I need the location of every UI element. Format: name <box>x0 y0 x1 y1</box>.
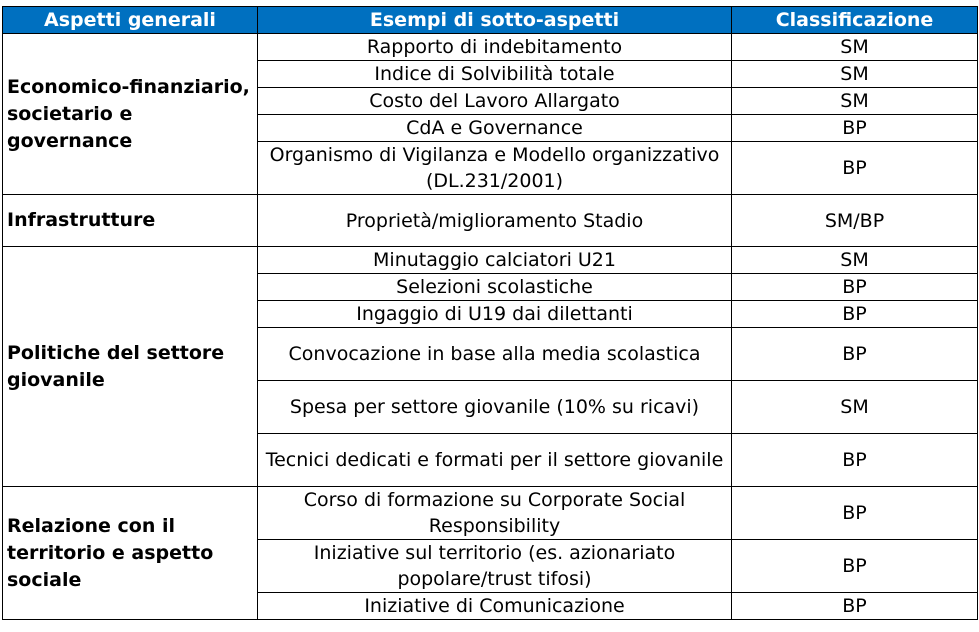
classification-cell: SM <box>732 381 978 434</box>
sub-aspect-cell: Proprietà/miglioramento Stadio <box>258 195 732 247</box>
classification-cell: SM <box>732 247 978 274</box>
classification-cell: SM/BP <box>732 195 978 247</box>
sub-aspect-cell: Selezioni scolastiche <box>258 274 732 301</box>
header-aspects: Aspetti generali <box>3 7 258 34</box>
table-row <box>3 34 978 61</box>
sub-aspect-cell: Iniziative di Comunicazione <box>258 593 732 620</box>
classification-table <box>2 6 978 620</box>
sub-aspect-cell: Ingaggio di U19 dai dilettanti <box>258 301 732 328</box>
sub-aspect-cell: Convocazione in base alla media scolastica <box>258 328 732 381</box>
header-classification: Classificazione <box>732 7 978 34</box>
sub-aspect-cell: Iniziative sul territorio (es. azionariato popolare/trust tifosi) <box>258 540 732 593</box>
sub-aspect-cell: Organismo di Vigilanza e Modello organizzativo (DL.231/2001) <box>258 142 732 195</box>
table-row <box>3 487 978 540</box>
sub-aspect-cell: Costo del Lavoro Allargato <box>258 88 732 115</box>
classification-cell: BP <box>732 142 978 195</box>
classification-cell: BP <box>732 487 978 540</box>
table-row <box>3 195 978 247</box>
classification-cell: SM <box>732 88 978 115</box>
classification-cell: BP <box>732 301 978 328</box>
sub-aspect-cell: Spesa per settore giovanile (10% su ricavi) <box>258 381 732 434</box>
classification-cell: BP <box>732 274 978 301</box>
aspect-economic-governance: Economico-finanziario, societario e governance <box>3 34 258 195</box>
sub-aspect-cell: Minutaggio calciatori U21 <box>258 247 732 274</box>
sub-aspect-cell: Indice di Solvibilità totale <box>258 61 732 88</box>
classification-cell: SM <box>732 61 978 88</box>
aspect-territory-social: Relazione con il territorio e aspetto sociale <box>3 487 258 620</box>
sub-aspect-cell: Corso di formazione su Corporate Social Responsibility <box>258 487 732 540</box>
header-sub-aspects: Esempi di sotto-aspetti <box>258 7 732 34</box>
classification-cell: BP <box>732 328 978 381</box>
aspect-infrastructure: Infrastrutture <box>3 195 258 247</box>
classification-cell: BP <box>732 434 978 487</box>
table-row <box>3 247 978 274</box>
classification-cell: BP <box>732 540 978 593</box>
classification-cell: BP <box>732 593 978 620</box>
sub-aspect-cell: Rapporto di indebitamento <box>258 34 732 61</box>
sub-aspect-cell: CdA e Governance <box>258 115 732 142</box>
aspect-youth-policies: Politiche del settore giovanile <box>3 247 258 487</box>
sub-aspect-cell: Tecnici dedicati e formati per il settore giovanile <box>258 434 732 487</box>
classification-cell: BP <box>732 115 978 142</box>
classification-cell: SM <box>732 34 978 61</box>
header-row <box>3 7 978 34</box>
